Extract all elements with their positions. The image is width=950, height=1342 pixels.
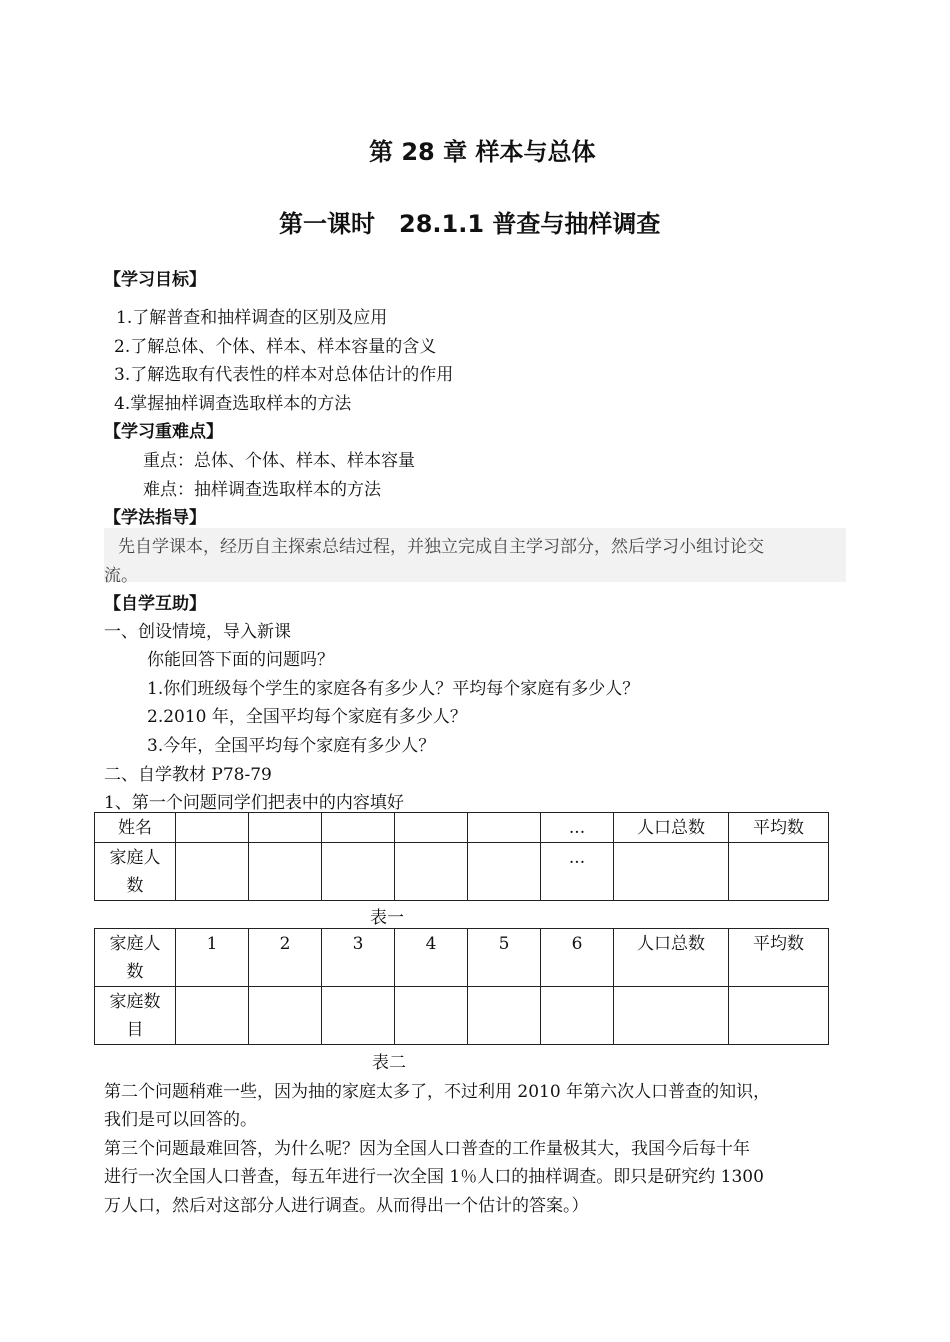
table-row [95, 929, 829, 987]
lesson-title: 第一课时 28.1.1 普查与抽样调查 [279, 210, 661, 238]
input-cell[interactable] [729, 843, 829, 901]
cell-text: 目 [126, 1020, 144, 1040]
value-cell: 6 [541, 929, 614, 987]
input-cell[interactable] [322, 813, 395, 843]
task1: 1、第一个问题同学们把表中的内容填好 [104, 793, 404, 813]
part1-title: 一、创设情境，导入新课 [104, 622, 291, 642]
header-cell: 人口总数 [614, 813, 729, 843]
value-cell: 4 [395, 929, 468, 987]
part1-intro: 你能回答下面的问题吗？ [147, 650, 334, 670]
table-row [95, 813, 829, 843]
table-row [95, 987, 829, 1045]
method-heading: 【学法指导】 [104, 508, 206, 528]
input-cell[interactable] [395, 843, 468, 901]
header-cell: 姓名 [95, 813, 176, 843]
question-item: 1.你们班级每个学生的家庭各有多少人？平均每个家庭有多少人？ [147, 679, 640, 699]
table-row [95, 843, 829, 901]
cell-text: 家庭数 [109, 992, 161, 1012]
objective-item: 4.掌握抽样调查选取样本的方法 [114, 394, 352, 414]
ellipsis-cell: ... [541, 813, 614, 843]
table-two [94, 928, 829, 1045]
header-cell [95, 987, 176, 1045]
input-cell[interactable] [322, 843, 395, 901]
input-cell[interactable] [176, 843, 249, 901]
header-cell: 平均数 [729, 929, 829, 987]
table-caption: 表一 [370, 908, 404, 928]
value-cell: 3 [322, 929, 395, 987]
value-cell: 1 [176, 929, 249, 987]
cell-text: 家庭人 [109, 848, 161, 868]
table-one [94, 812, 829, 901]
input-cell[interactable] [395, 813, 468, 843]
input-cell[interactable] [468, 843, 541, 901]
self-study-heading: 【自学互助】 [104, 594, 206, 614]
objective-item: 1.了解普查和抽样调查的区别及应用 [116, 308, 388, 328]
input-cell[interactable] [176, 987, 249, 1045]
paragraph-text: 万人口，然后对这部分人进行调查。从而得出一个估计的答案。） [104, 1196, 589, 1216]
header-cell: 人口总数 [614, 929, 729, 987]
objective-item: 3.了解选取有代表性的样本对总体估计的作用 [114, 365, 454, 385]
input-cell[interactable] [322, 987, 395, 1045]
header-cell [95, 929, 176, 987]
value-cell: 2 [249, 929, 322, 987]
input-cell[interactable] [395, 987, 468, 1045]
chapter-title: 第 28 章 样本与总体 [369, 138, 596, 166]
input-cell[interactable] [176, 813, 249, 843]
ellipsis-cell: ... [541, 843, 614, 901]
input-cell[interactable] [541, 987, 614, 1045]
difficult-point: 难点：抽样调查选取样本的方法 [143, 480, 381, 500]
part2-title: 二、自学教材 P78-79 [104, 765, 272, 785]
cell-text: 家庭人 [109, 934, 161, 954]
input-cell[interactable] [614, 987, 729, 1045]
cell-text: 数 [126, 876, 144, 896]
paragraph-text: 我们是可以回答的。 [104, 1110, 257, 1130]
key-points-heading: 【学习重难点】 [104, 422, 223, 442]
cell-text: 数 [126, 962, 144, 982]
input-cell[interactable] [729, 987, 829, 1045]
objective-item: 2.了解总体、个体、样本、样本容量的含义 [114, 337, 437, 357]
method-text: 流。 [104, 566, 138, 586]
input-cell[interactable] [249, 987, 322, 1045]
question-item: 2.2010 年，全国平均每个家庭有多少人？ [147, 707, 467, 727]
header-cell: 平均数 [729, 813, 829, 843]
table-caption: 表二 [372, 1053, 406, 1073]
input-cell[interactable] [614, 843, 729, 901]
input-cell[interactable] [468, 987, 541, 1045]
input-cell[interactable] [249, 813, 322, 843]
key-point: 重点：总体、个体、样本、样本容量 [143, 451, 415, 471]
header-cell [95, 843, 176, 901]
value-cell: 5 [468, 929, 541, 987]
method-text: 先自学课本，经历自主探索总结过程，并独立完成自主学习部分，然后学习小组讨论交 [118, 537, 764, 557]
paragraph-text: 进行一次全国人口普查，每五年进行一次全国 1％人口的抽样调查。即只是研究约 1300 [104, 1167, 764, 1187]
paragraph-text: 第三个问题最难回答，为什么呢？因为全国人口普查的工作量极其大，我国今后每十年 [104, 1139, 750, 1159]
question-item: 3.今年，全国平均每个家庭有多少人？ [147, 736, 436, 756]
paragraph-text: 第二个问题稍难一些，因为抽的家庭太多了，不过利用 2010 年第六次人口普查的知识， [104, 1082, 771, 1102]
objectives-heading: 【学习目标】 [104, 270, 206, 290]
input-cell[interactable] [468, 813, 541, 843]
input-cell[interactable] [249, 843, 322, 901]
